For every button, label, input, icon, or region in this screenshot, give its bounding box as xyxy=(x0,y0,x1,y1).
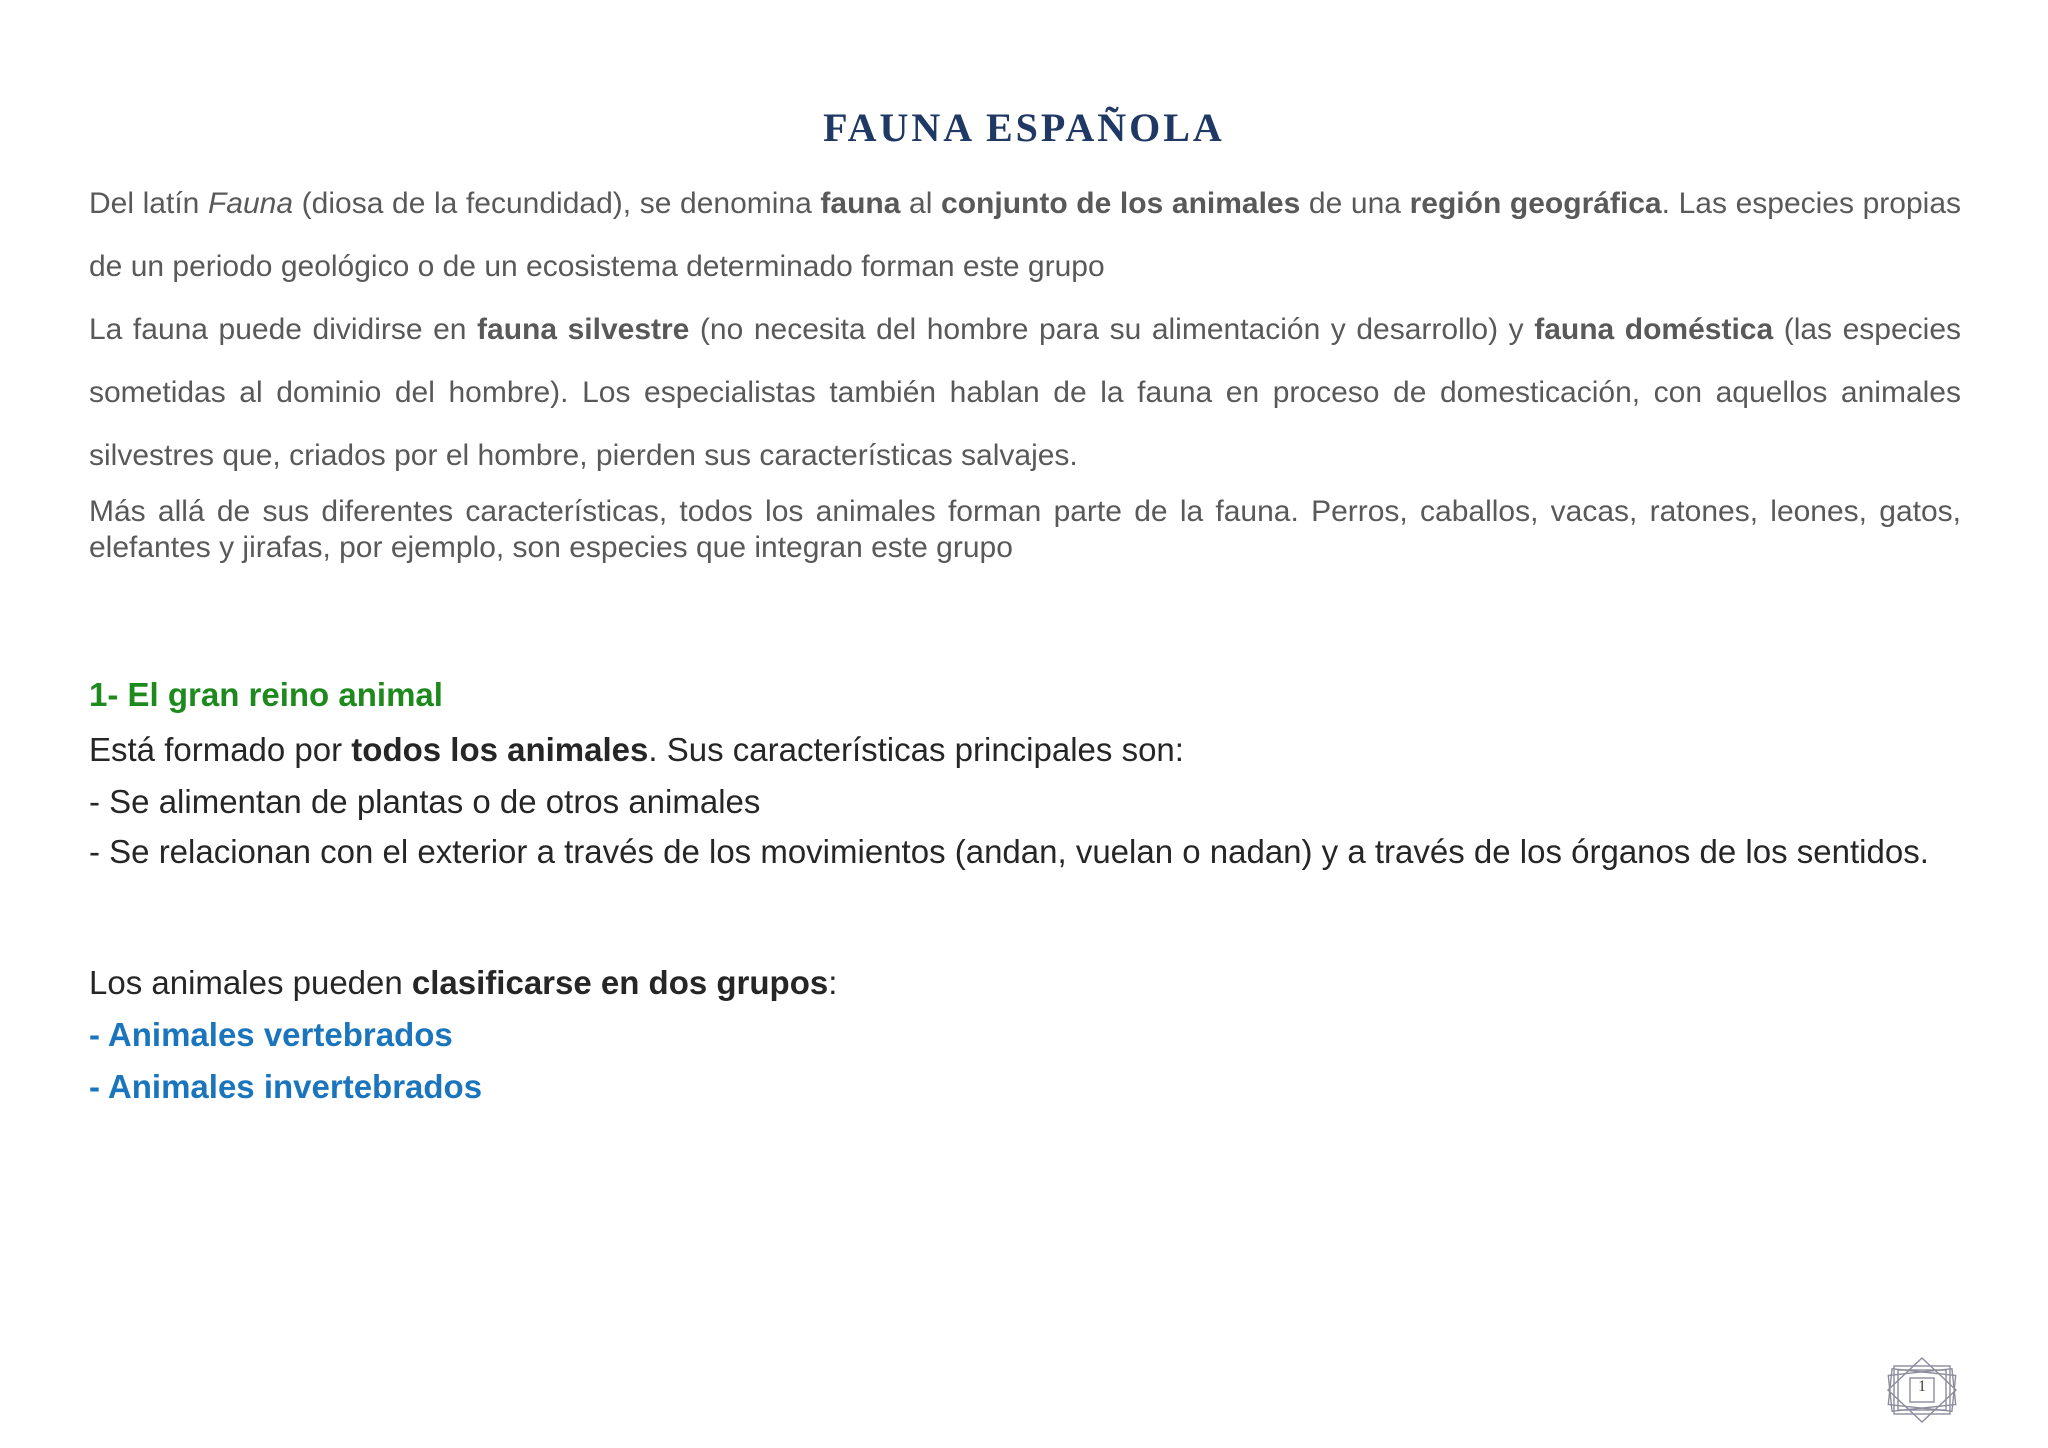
intro-text: de una xyxy=(1300,187,1410,220)
page-title: FAUNA ESPAÑOLA xyxy=(823,105,1225,150)
intro-text: Del latín xyxy=(89,187,208,220)
intro-text: (las especies sometidas al dominio del hombre). Los especialistas también hablan de la fauna en proceso de domesticación, con aquellos animales silvestres que, criados por el hombre, pierden sus características salvajes. xyxy=(89,313,1962,472)
intro-bold-domestica: fauna doméstica xyxy=(1534,313,1774,346)
section-line-feeding: - Se alimentan de plantas o de otros animales xyxy=(89,783,761,820)
intro-text: al xyxy=(900,187,942,220)
intro-bold-region: región geográfica xyxy=(1409,187,1662,220)
section-bold-grupos: clasificarse en dos grupos xyxy=(411,964,829,1001)
section-text: Los animales pueden xyxy=(89,964,412,1001)
intro-paragraph-definition xyxy=(89,172,1961,298)
page-number: 1 xyxy=(1918,1378,1926,1395)
group-item-vertebrados: - Animales vertebrados xyxy=(89,1016,453,1053)
intro-bold-fauna: fauna xyxy=(820,187,901,220)
group-item-invertebrados: - Animales invertebrados xyxy=(89,1068,483,1105)
intro-text: (no necesita del hombre para su alimentación y desarrollo) y xyxy=(689,313,1535,346)
intro-text: (diosa de la fecundidad), se denomina xyxy=(293,187,821,220)
section-heading: 1- El gran reino animal xyxy=(89,676,443,713)
section-bold-todos: todos los animales xyxy=(351,731,649,768)
section-line-classification xyxy=(89,961,1961,1005)
section-text: : xyxy=(828,964,838,1001)
intro-bold-silvestre: fauna silvestre xyxy=(477,313,690,346)
section-line-relation: - Se relacionan con el exterior a través de los movimientos (andan, vuelan o nadan) y a través de los órganos de los sentidos. xyxy=(89,833,1929,870)
intro-paragraph-division xyxy=(89,298,1961,487)
intro-text: . Las especies propias de un periodo geológico o de un ecosistema determinado forman este grupo xyxy=(89,187,1961,283)
section-text: . Sus características principales son: xyxy=(648,731,1184,768)
page-number-badge xyxy=(1884,1356,1960,1424)
section-text: Está formado por xyxy=(89,731,352,768)
section-line-composition xyxy=(89,728,1961,772)
intro-bold-conjunto: conjunto de los animales xyxy=(941,187,1301,220)
intro-text: La fauna puede dividirse en xyxy=(89,313,478,346)
intro-italic-fauna: Fauna xyxy=(207,187,294,220)
intro-paragraph-examples: Más allá de sus diferentes características, todos los animales forman parte de la fauna. Perros, caballos, vacas, ratones, leones, gatos, elefantes y jirafas, por ejemplo, son especies que integran este grupo xyxy=(89,495,1961,564)
